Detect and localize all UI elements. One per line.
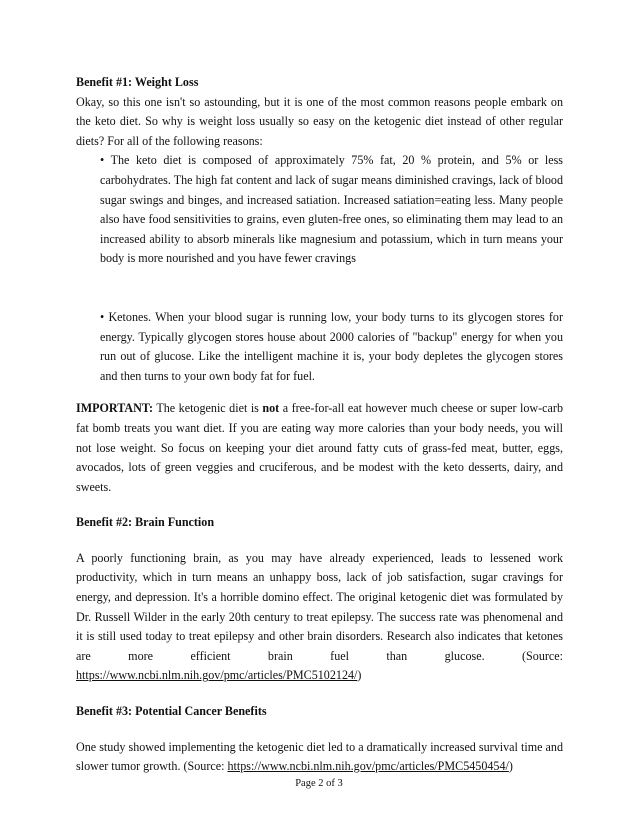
benefit1-bullet-list [76, 151, 563, 386]
important-paragraph [76, 399, 563, 497]
page-number: Page 2 of 3 [295, 778, 343, 789]
benefit3-heading: Benefit #3: Potential Cancer Benefits [76, 704, 267, 719]
important-emphasis: not [262, 401, 280, 416]
document-page [76, 73, 563, 777]
important-text-after: a free-for-all eat however much cheese or super low-carb fat bomb treats you want diet. If you are eating way more calories than your body needs, you will not lose weight. So focus on keeping your diet around fatty cuts of grass-fed meat, butter, eggs, avocados, lots of green veggies and cruciferous, and be modest with the keto desserts, dairy, and sweets. [76, 401, 563, 494]
section-spacer [76, 722, 563, 738]
bullet-item-macros: • The keto diet is composed of approximately 75% fat, 20 % protein, and 5% or less carbohydrates. The high fat content and lack of sugar means diminished cravings, lack of blood sugar swings and binges, and increased satiation. Increased satiation=eating less. Many people also have food sensitivities to grains, even gluten-free ones, so eliminating them may lead to an increased ability to absorb minerals like magnesium and potassium, which in turn means your body is more nourished and you have fewer cravings [100, 153, 563, 266]
benefit3-body: One study showed implementing the ketogenic diet led to a dramatically increased survival time and slower tumor growth. (Source: [76, 739, 563, 774]
bullet-item-ketones: • Ketones. When your blood sugar is running low, your body turns to its glycogen stores for energy. Typically glycogen stores house about 2000 calories of "backup" energy for when you run out of glucose. Like the intelligent machine it is, your body depletes the glycogen stores and then turns to your own body fat for fuel. [100, 309, 563, 383]
benefit2-close-paren: ) [357, 668, 362, 683]
section-spacer [76, 497, 563, 513]
section-spacer [76, 386, 563, 399]
important-text-before: The ketogenic diet is [153, 401, 263, 416]
benefit1-intro: Okay, so this one isn't so astounding, but it is one of the most common reasons people embark on the keto diet. So why is weight loss usually so easy on the ketogenic diet instead of other regular diets? For all of the following reasons: [76, 94, 563, 148]
benefit2-heading: Benefit #2: Brain Function [76, 515, 215, 530]
section-spacer [76, 686, 563, 702]
benefit2-paragraph [76, 549, 563, 686]
benefit2-body: A poorly functioning brain, as you may have already experienced, leads to lessened work productivity, which in turn means an unhappy boss, lack of job satisfaction, sugar cravings for energy, and depression. It's a horrible domino effect. The original ketogenic diet was formulated by Dr. Russell Wilder in the early 20th century to treat epilepsy. The success rate was phenomenal and it is still used today to treat epilepsy and other brain disorders. Research also indicates that ketones are more efficient brain fuel than glucose. (Source: [76, 550, 563, 663]
important-label: IMPORTANT: [76, 401, 154, 416]
benefit3-close-paren: ) [508, 759, 513, 774]
section-spacer [76, 533, 563, 549]
benefit3-source-link[interactable]: https://www.ncbi.nlm.nih.gov/pmc/articles/PMC5450454/ [227, 759, 509, 774]
benefit2-source-link[interactable]: https://www.ncbi.nlm.nih.gov/pmc/articles/PMC5102124/ [76, 668, 358, 683]
benefit1-heading: Benefit #1: Weight Loss [76, 75, 199, 89]
benefit3-paragraph [76, 738, 563, 777]
bullet-spacer [100, 269, 563, 308]
